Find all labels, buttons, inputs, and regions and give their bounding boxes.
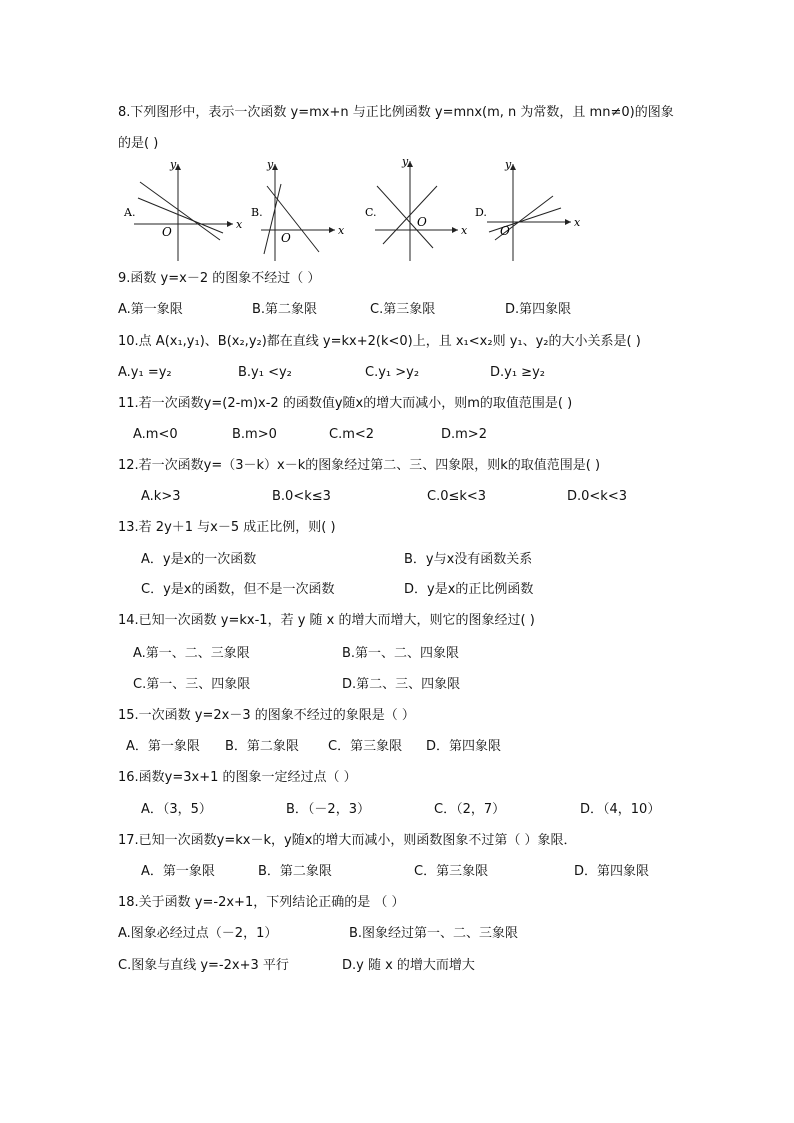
q11-option-c: C.m<2	[329, 427, 375, 442]
x-axis-label: x	[338, 224, 345, 237]
q9-option-a: A.第一象限	[118, 302, 183, 317]
q9-option-d: D.第四象限	[505, 302, 572, 317]
q16-stem: 16.函数y=3x+1 的图象一定经过点（ ）	[118, 770, 357, 785]
q12-option-b: B.0<k≤3	[272, 489, 331, 504]
x-axis-label: x	[461, 224, 468, 237]
q16-option-d: D．（4，10）	[580, 802, 661, 817]
graph-d	[473, 156, 588, 266]
x-axis-label: x	[236, 218, 243, 231]
q10-option-a: A.y₁ =y₂	[118, 365, 172, 380]
y-axis-label: y	[505, 158, 512, 171]
q14-option-a: A.第一、二、三象限	[133, 646, 250, 661]
q15-stem: 15.一次函数 y=2x－3 的图象不经过的象限是（ ）	[118, 708, 415, 723]
q8-stem-line1: 8.下列图形中，表示一次函数 y=mx+n 与正比例函数 y=mnx(m, n 为常数，且 mn≠0)的图象	[118, 105, 674, 120]
q8-stem-line2: 的是( )	[118, 136, 159, 151]
x-axis-arrow-icon	[452, 227, 458, 233]
graph-a	[118, 156, 243, 266]
q12-option-c: C.0≤k<3	[427, 489, 487, 504]
y-axis-label: y	[170, 158, 177, 171]
q10-option-d: D.y₁ ≥y₂	[490, 365, 545, 380]
x-axis-label: x	[574, 216, 581, 229]
q10-option-b: B.y₁ <y₂	[238, 365, 292, 380]
graph-label: D.	[475, 206, 487, 219]
q17-option-a: A．第一象限	[141, 864, 215, 879]
q13-option-b: B．y与x没有函数关系	[404, 552, 533, 567]
q18-option-a: A.图象必经过点（－2，1）	[118, 926, 278, 941]
q12-option-d: D.0<k<3	[567, 489, 627, 504]
graph-label: C.	[365, 206, 377, 219]
y-axis-label: y	[402, 156, 409, 168]
origin-label: O	[162, 225, 172, 239]
q9-stem: 9.函数 y=x－2 的图象不经过（ ）	[118, 271, 321, 286]
q18-option-c: C.图象与直线 y=-2x+3 平行	[118, 958, 289, 973]
q12-option-a: A.k>3	[141, 489, 181, 504]
x-axis-arrow-icon	[565, 219, 571, 225]
q16-option-a: A．（3，5）	[141, 802, 212, 817]
q18-option-d: D.y 随 x 的增大而增大	[342, 958, 475, 973]
graph-c	[363, 156, 473, 266]
graph-b	[243, 156, 363, 266]
graph-line	[140, 182, 220, 240]
q15-option-b: B．第二象限	[225, 739, 299, 754]
q13-stem: 13.若 2y＋1 与x－5 成正比例，则( )	[118, 520, 336, 535]
x-axis-arrow-icon	[227, 221, 233, 227]
q14-stem: 14.已知一次函数 y=kx-1，若 y 随 x 的增大而增大，则它的图象经过( )	[118, 613, 535, 628]
q18-option-b: B.图象经过第一、二、三象限	[349, 926, 519, 941]
q13-option-c: C．y是x的函数，但不是一次函数	[141, 582, 335, 597]
q13-option-a: A．y是x的一次函数	[141, 552, 257, 567]
q14-option-c: C.第一、三、四象限	[133, 677, 251, 692]
q15-option-a: A．第一象限	[126, 739, 200, 754]
graph-label: B.	[251, 206, 263, 219]
q11-option-a: A.m<0	[133, 427, 178, 442]
q10-stem: 10.点 A(x₁,y₁)、B(x₂,y₂)都在直线 y=kx+2(k<0)上，且 x₁<x₂则 y₁、y₂的大小关系是( )	[118, 334, 641, 349]
q17-option-d: D．第四象限	[574, 864, 650, 879]
q11-option-d: D.m>2	[441, 427, 487, 442]
y-axis-label: y	[267, 158, 274, 171]
q16-option-c: C．（2，7）	[434, 802, 506, 817]
origin-label: O	[281, 231, 291, 245]
origin-label: O	[500, 224, 510, 238]
q18-stem: 18.关于函数 y=-2x+1，下列结论正确的是 （ ）	[118, 895, 405, 910]
q10-option-c: C.y₁ >y₂	[365, 365, 420, 380]
origin-label: O	[417, 215, 427, 229]
q14-option-b: B.第一、二、四象限	[342, 646, 460, 661]
q15-option-c: C．第三象限	[328, 739, 403, 754]
q11-stem: 11.若一次函数y=(2-m)x-2 的函数值y随x的增大而减小，则m的取值范围是( )	[118, 396, 573, 411]
q12-stem: 12.若一次函数y=（3－k）x－k的图象经过第二、三、四象限，则k的取值范围是( )	[118, 458, 601, 473]
q15-option-d: D．第四象限	[426, 739, 502, 754]
q9-option-b: B.第二象限	[252, 302, 318, 317]
x-axis-arrow-icon	[329, 227, 335, 233]
graph-line	[264, 184, 281, 254]
graph-label: A.	[124, 206, 136, 219]
q17-stem: 17.已知一次函数y=kx－k，y随x的增大而减小，则函数图象不过第（ ）象限．	[118, 833, 577, 848]
graph-line	[138, 198, 223, 233]
q16-option-b: B．（－2，3）	[286, 802, 370, 817]
q13-option-d: D．y是x的正比例函数	[404, 582, 534, 597]
q14-option-d: D.第二、三、四象限	[342, 677, 461, 692]
q9-option-c: C.第三象限	[370, 302, 436, 317]
q17-option-c: C．第三象限	[414, 864, 489, 879]
q11-option-b: B.m>0	[232, 427, 277, 442]
q17-option-b: B．第二象限	[258, 864, 332, 879]
q8-graph-options	[118, 156, 588, 266]
